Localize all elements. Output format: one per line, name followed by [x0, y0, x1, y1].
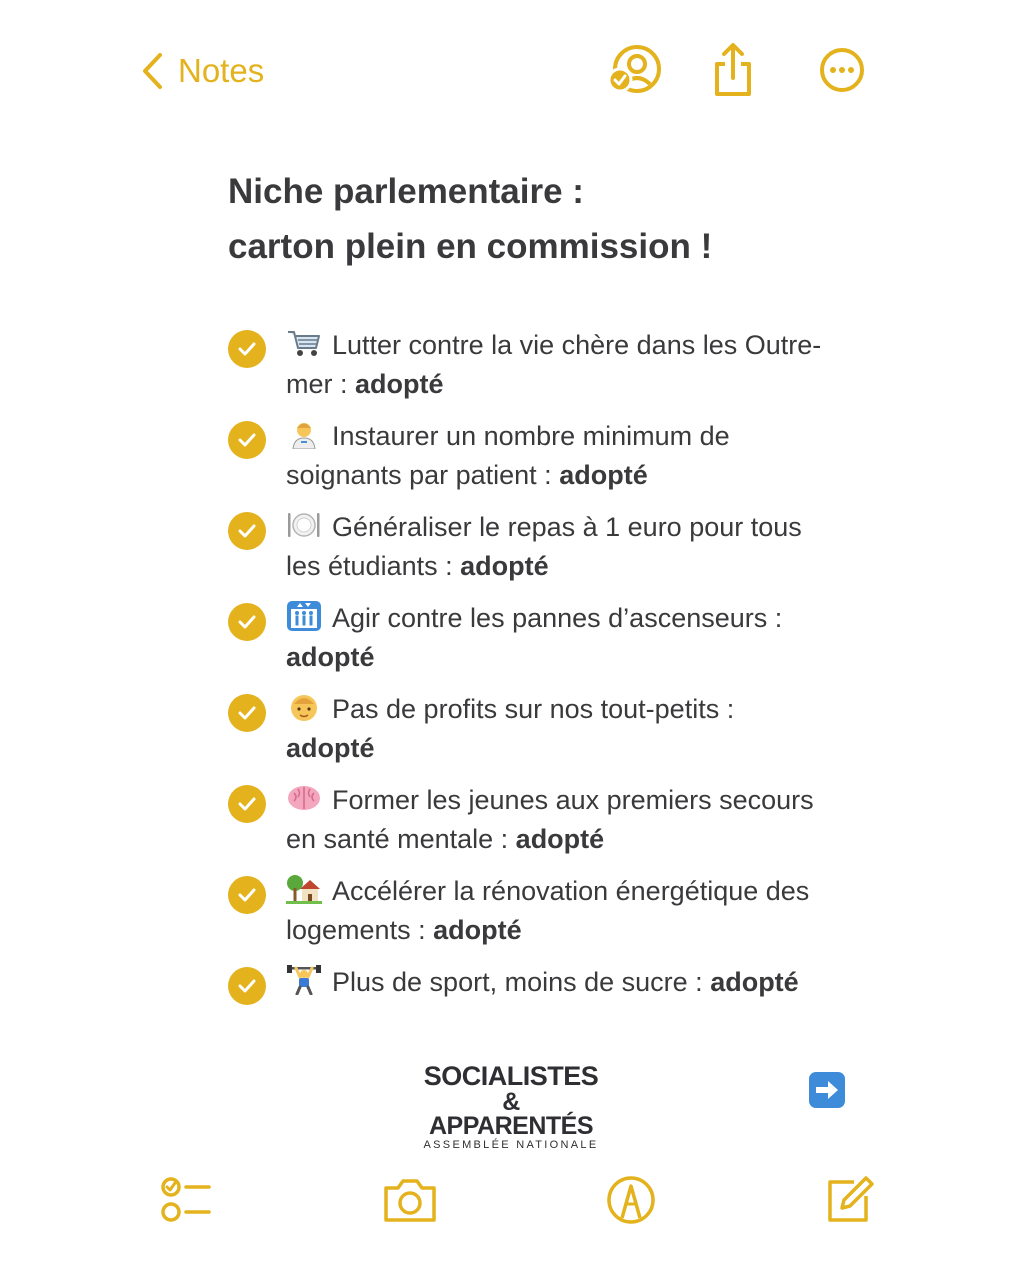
back-to-notes-button[interactable] — [140, 46, 264, 96]
checked-circle-icon[interactable] — [228, 967, 266, 1005]
baby-icon — [286, 692, 324, 722]
status-label: adopté — [710, 967, 799, 997]
checklist-item[interactable] — [228, 326, 828, 412]
checklist-icon[interactable] — [156, 1170, 216, 1230]
checklist-item[interactable] — [228, 963, 828, 1049]
elevator-icon — [286, 601, 324, 631]
right-arrow-icon — [809, 1072, 845, 1108]
checklist-item-text: Instaurer un nombre minimum de soignants par patient : adopté — [286, 421, 730, 490]
checked-circle-icon[interactable] — [228, 694, 266, 732]
checklist-item[interactable] — [228, 508, 828, 594]
checked-circle-icon[interactable] — [228, 330, 266, 368]
compose-icon[interactable] — [818, 1170, 878, 1230]
chevron-left-icon — [140, 51, 164, 91]
collaborate-icon[interactable] — [604, 40, 664, 100]
note-title-line-1: Niche parlementaire : — [228, 172, 584, 211]
markup-pen-icon[interactable] — [601, 1170, 661, 1230]
status-label: adopté — [286, 733, 375, 763]
camera-icon[interactable] — [380, 1170, 440, 1230]
logo-line-1: SOCIALISTES — [423, 1061, 599, 1091]
status-label: adopté — [559, 460, 648, 490]
house-with-garden-icon — [286, 874, 324, 904]
checklist-item-text: Accélérer la rénovation énergétique des logements : adopté — [286, 876, 810, 945]
share-icon[interactable] — [703, 40, 763, 100]
checked-circle-icon[interactable] — [228, 785, 266, 823]
checklist-item-text: Généraliser le repas à 1 euro pour tous les étudiants : adopté — [286, 512, 802, 581]
checklist-item[interactable] — [228, 690, 828, 776]
weight-lifter-icon — [286, 965, 324, 995]
note-title-line-2: carton plein en commission ! — [228, 227, 713, 266]
back-button-label: Notes — [178, 52, 265, 89]
status-label: adopté — [286, 642, 375, 672]
checklist-item-text: Former les jeunes aux premiers secours en santé mentale : adopté — [286, 785, 814, 854]
top-navigation-bar — [0, 0, 1024, 130]
checklist-item-text: Lutter contre la vie chère dans les Outre-mer : adopté — [286, 330, 822, 399]
more-options-icon[interactable] — [812, 40, 872, 100]
status-label: adopté — [433, 915, 522, 945]
checklist-item[interactable] — [228, 417, 828, 503]
checklist-item-text: Pas de profits sur nos tout-petits : adopté — [286, 694, 735, 763]
plate-with-cutlery-icon — [286, 510, 324, 540]
note-title[interactable] — [228, 164, 868, 274]
status-label: adopté — [355, 369, 444, 399]
checklist-item[interactable] — [228, 872, 828, 958]
logo-line-3: ASSEMBLÉE NATIONALE — [423, 1139, 599, 1151]
brain-icon — [286, 783, 324, 813]
checked-circle-icon[interactable] — [228, 421, 266, 459]
checked-circle-icon[interactable] — [228, 603, 266, 641]
status-label: adopté — [515, 824, 605, 854]
checklist-item[interactable] — [228, 599, 828, 685]
checklist-item[interactable] — [228, 781, 828, 867]
checked-circle-icon[interactable] — [228, 512, 266, 550]
checked-circle-icon[interactable] — [228, 876, 266, 914]
health-worker-icon — [286, 419, 324, 449]
socialistes-apparentes-logo — [420, 1062, 602, 1152]
checklist-item-text: Plus de sport, moins de sucre : adopté — [286, 963, 826, 1002]
shopping-cart-icon — [286, 328, 324, 358]
checklist-item-text: Agir contre les pannes d’ascenseurs : adopté — [286, 603, 783, 672]
logo-line-2: & APPARENTÉS — [428, 1088, 593, 1140]
status-label: adopté — [460, 551, 549, 581]
